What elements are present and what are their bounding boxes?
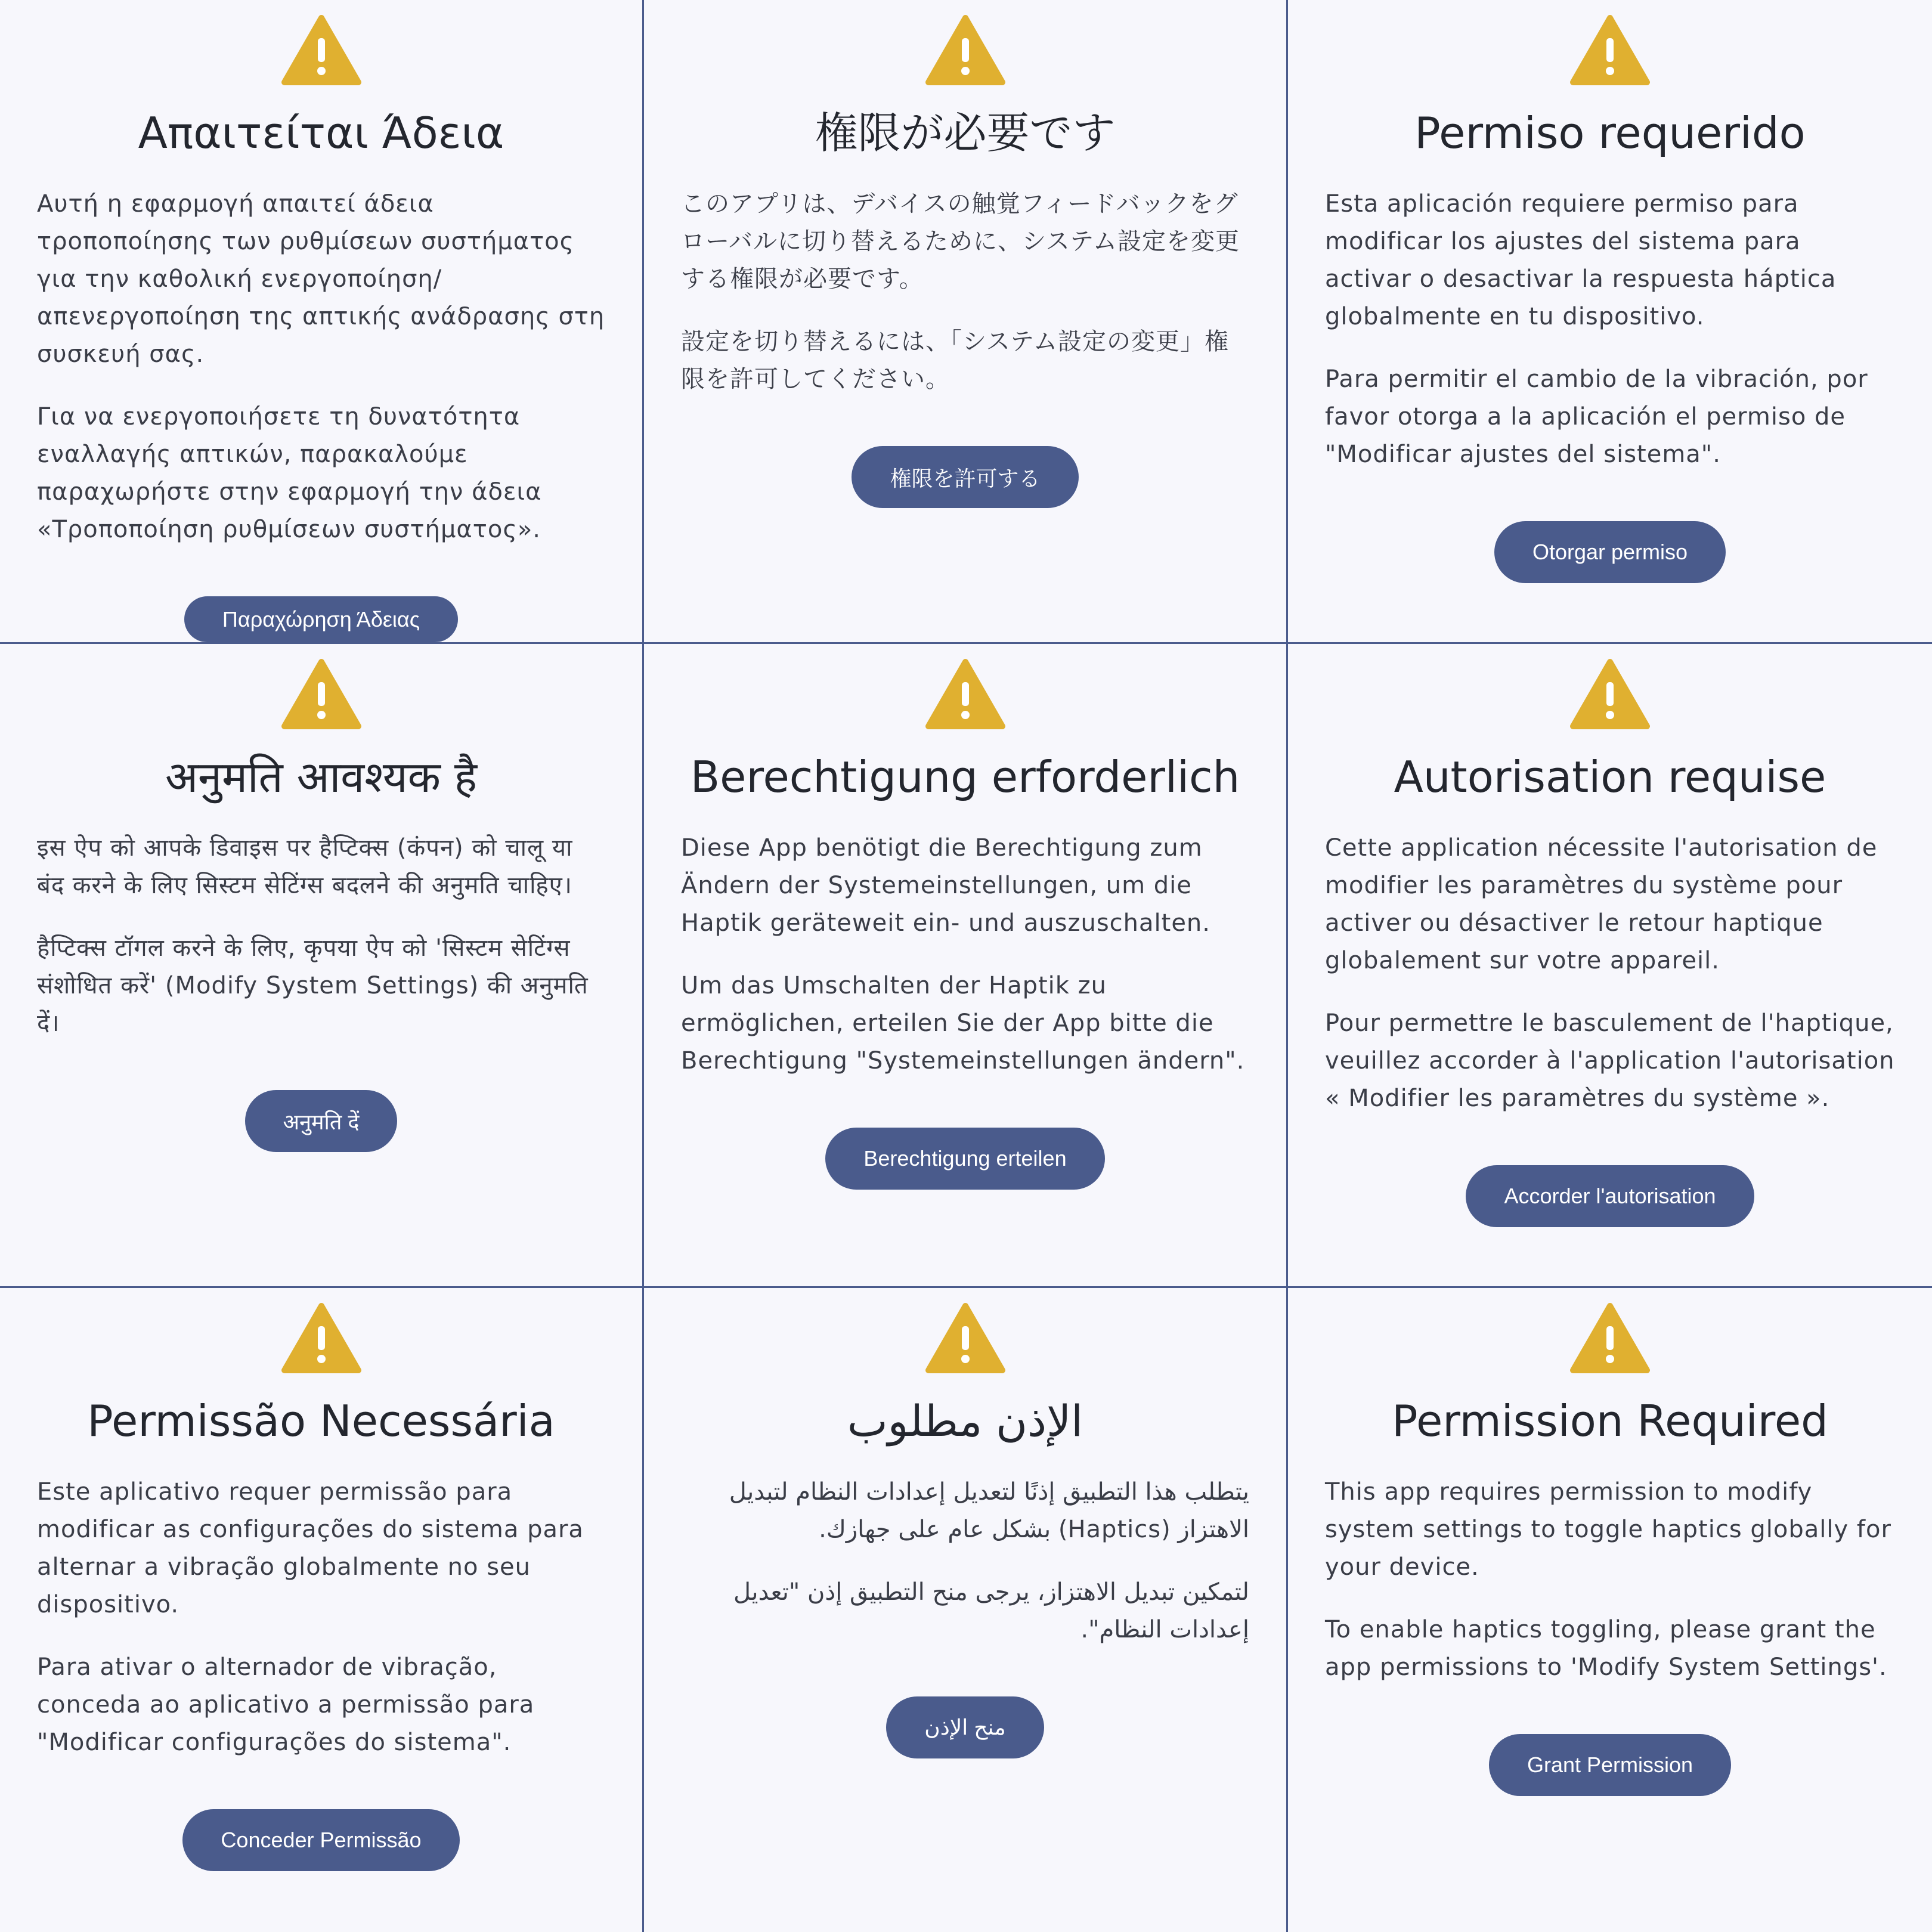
panel-body [37,1473,605,1761]
panel-title: 権限が必要です [815,108,1116,158]
body-paragraph: इस ऐप को आपके डिवाइस पर हैप्टिक्स (कंपन) को चालू या बंद करने के लिए सिस्टम सेटिंग्स बदलने की अनुमति चाहिए। [37,834,573,900]
grant-permission-button[interactable]: Παραχώρηση Άδειας [184,596,458,642]
panel-body [681,185,1249,398]
body-paragraph: Αυτή η εφαρμογή απαιτεί άδεια τροποποίησης των ρυθμίσεων συστήματος για την καθολική ενεργοποίηση/απενεργοποίηση της απτικής ανάδρασης στη συσκευή σας. [37,190,605,369]
permission-panel-spanish [1288,0,1932,644]
body-paragraph: Para ativar o alternador de vibração, conceda ao aplicativo a permissão para "Modificar configurações do sistema". [37,1654,535,1757]
grant-permission-button[interactable]: अनुमति दें [245,1090,398,1152]
panel-body [681,829,1249,1080]
grant-permission-button[interactable]: منح الإذن [886,1696,1044,1758]
panel-body [37,829,605,1042]
panel-title: Permission Required [1392,1396,1828,1446]
warning-icon [925,14,1005,87]
panel-body [681,1473,1249,1649]
grant-permission-button[interactable]: Otorgar permiso [1494,521,1726,583]
permission-panel-french [1288,644,1932,1288]
panel-body [37,185,605,549]
body-paragraph: Pour permettre le basculement de l'haptique, veuillez accorder à l'application l'autorisation « Modifier les paramètres du système ». [1325,1010,1895,1113]
permission-panel-greek [0,0,644,644]
warning-icon [281,1302,361,1375]
warning-icon [281,14,361,87]
body-paragraph: Um das Umschalten der Haptik zu ermöglichen, erteilen Sie der App bitte die Berechtigung "Systemeinstellungen ändern". [681,972,1245,1075]
panel-title: Απαιτείται Άδεια [138,108,504,158]
panel-title: الإذن مطلوب [847,1396,1083,1446]
body-paragraph: हैप्टिक्स टॉगल करने के लिए, कृपया ऐप को 'सिस्टम सेटिंग्स संशोधित करें' (Modify System Settings) की अनुमति दें। [37,934,589,1038]
warning-icon [1570,1302,1650,1375]
permission-panel-portuguese [0,1288,644,1932]
body-paragraph: Cette application nécessite l'autorisation de modifier les paramètres du système pour activer ou désactiver le retour haptique globalement sur votre appareil. [1325,834,1878,975]
body-paragraph: يتطلب هذا التطبيق إذنًا لتعديل إعدادات النظام لتبديل الاهتزاز (Haptics) بشكل عام على جهازك. [729,1478,1249,1544]
grant-permission-button[interactable]: Accorder l'autorisation [1466,1165,1754,1227]
warning-icon [1570,14,1650,87]
permission-panel-german [644,644,1288,1288]
grant-permission-button[interactable]: Conceder Permissão [182,1809,459,1871]
permission-panel-english [1288,1288,1932,1932]
warning-icon [925,658,1005,731]
body-paragraph: لتمكين تبديل الاهتزاز، يرجى منح التطبيق إذن "تعديل إعدادات النظام". [733,1578,1249,1644]
warning-icon [925,1302,1005,1375]
panel-body [1325,1473,1895,1686]
panel-title: अनुमति आवश्यक है [165,752,477,802]
grant-permission-button[interactable]: 権限を許可する [852,446,1078,508]
grant-permission-button[interactable]: Grant Permission [1489,1734,1731,1796]
body-paragraph: Esta aplicación requiere permiso para modificar los ajustes del sistema para activar o desactivar la respuesta háptica globalmente en tu dispositivo. [1325,190,1837,331]
panel-body [1325,185,1895,473]
body-paragraph: Para permitir el cambio de la vibración, por favor otorga a la aplicación el permiso de "Modificar ajustes del sistema". [1325,366,1868,469]
body-paragraph: Diese App benötigt die Berechtigung zum Ändern der Systemeinstellungen, um die Haptik geräteweit ein- und auszuschalten. [681,834,1210,937]
body-paragraph: To enable haptics toggling, please grant the app permissions to 'Modify System Settings'. [1325,1616,1887,1682]
body-paragraph: 設定を切り替えるには、「システム設定の変更」権限を許可してください。 [681,328,1229,394]
panel-title: Permissão Necessária [87,1396,555,1446]
grant-permission-button[interactable]: Berechtigung erteilen [825,1128,1104,1190]
body-paragraph: Για να ενεργοποιήσετε τη δυνατότητα εναλλαγής απτικών, παρακαλούμε παραχωρήστε στην εφαρμογή την άδεια «Τροποποίηση ρυθμίσεων συστήματος». [37,403,542,544]
permission-panel-japanese [644,0,1288,644]
panel-body [1325,829,1895,1117]
warning-icon [281,658,361,731]
body-paragraph: このアプリは、デバイスの触覚フィードバックをグローバルに切り替えるために、システム設定を変更する権限が必要です。 [681,190,1240,293]
body-paragraph: This app requires permission to modify system settings to toggle haptics globally for your device. [1325,1478,1891,1581]
panel-title: Autorisation requise [1394,752,1826,802]
panel-title: Berechtigung erforderlich [690,752,1240,802]
permission-panel-hindi [0,644,644,1288]
permission-panel-arabic [644,1288,1288,1932]
warning-icon [1570,658,1650,731]
panel-title: Permiso requerido [1414,108,1806,158]
body-paragraph: Este aplicativo requer permissão para modificar as configurações do sistema para alternar a vibração globalmente no seu dispositivo. [37,1478,584,1619]
